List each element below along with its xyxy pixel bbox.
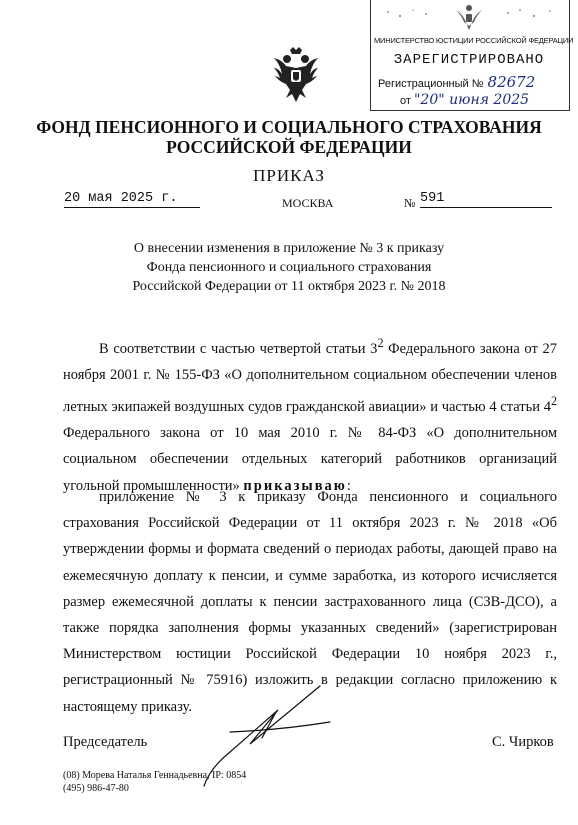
subject-line-3: Российской Федерации от 11 октября 2023 г. № 2018	[132, 279, 446, 294]
p1-end: :	[346, 477, 351, 494]
stamp-reg-number	[378, 73, 535, 91]
registration-stamp	[370, 0, 574, 112]
p1-text-3: Федерального закона от 10 мая 2010 г. № 84-ФЗ «О дополнительном социальном обеспечении отдельных категорий работников организаций угольной промышленности»	[63, 425, 557, 494]
stamp-ministry: МИНИСТЕРСТВО ЮСТИЦИИ РОССИЙСКОЙ ФЕДЕРАЦИИ	[374, 36, 574, 45]
p1-text-2: Федерального закона от 27 ноября 2001 г. № 155-ФЗ «О дополнительном социальном обеспечении членов летных экипажей воздушных судов гражданской авиации» и частью 4 статьи 4	[63, 340, 557, 416]
stamp-registered: ЗАРЕГИСТРИРОВАНО	[393, 52, 545, 68]
stamp-reg-label: Регистрационный №	[378, 78, 484, 90]
stamp-texture-icon	[378, 4, 438, 24]
executor-phone: (495) 986-47-80	[63, 783, 129, 794]
subject-line-2: Фонда пенсионного и социального страхования	[146, 260, 432, 275]
stamp-texture-icon	[500, 4, 560, 24]
stamp-reg-value: 82672	[487, 73, 536, 91]
executor-info: (08) Морева Наталья Геннадьевна, IP: 0854	[63, 770, 247, 781]
stamp-date-prefix: от	[400, 95, 411, 107]
signatory-name: С. Чирков	[492, 734, 554, 750]
p2-text: приложение № 3 к приказу Фонда пенсионного и социального страхования Российской Федерации от 11 октября 2023 г. № 2018 «Об утверждении формы и формата сведений о периодах работы, дающей право на ежемесячную доплату к пенсии, и сумме заработка, из которого исчисляется размер ежемесячной доплаты к пенсии застрахованного лица (СЗВ-ДСО), а также порядка заполнения формы указанных сведений» (зарегистрирован Министерством юстиции Российской Федерации 10 ноября 2023 г., регистрационный № 75916) изложить в редакции согласно приложению к настоящему приказу.	[63, 489, 557, 715]
order-number-label: №	[404, 196, 416, 210]
stamp-emblem-icon	[452, 2, 486, 32]
order-number: 591	[420, 191, 552, 208]
p1-superscript-2: 2	[550, 394, 557, 409]
org-name-line2: РОССИЙСКОЙ ФЕДЕРАЦИИ	[166, 137, 412, 157]
signatory-role: Председатель	[63, 734, 148, 750]
p1-superscript-1: 2	[377, 336, 384, 350]
org-name-line1: ФОНД ПЕНСИОННОГО И СОЦИАЛЬНОГО СТРАХОВАНИЯ	[36, 117, 542, 137]
coat-of-arms-icon	[272, 46, 320, 104]
document-type: ПРИКАЗ	[253, 166, 325, 185]
stamp-date	[400, 92, 529, 108]
p1-text-1: В соответствии с частью четвертой статьи 3	[99, 340, 378, 357]
order-city: МОСКВА	[282, 196, 334, 210]
stamp-date-value: "20" июня 2025	[413, 92, 530, 108]
body-paragraph-1	[63, 330, 557, 499]
subject-line-1: О внесении изменения в приложение № 3 к приказу	[133, 241, 445, 256]
order-date: 20 мая 2025 г.	[64, 191, 200, 208]
order-word: приказываю	[243, 477, 347, 494]
